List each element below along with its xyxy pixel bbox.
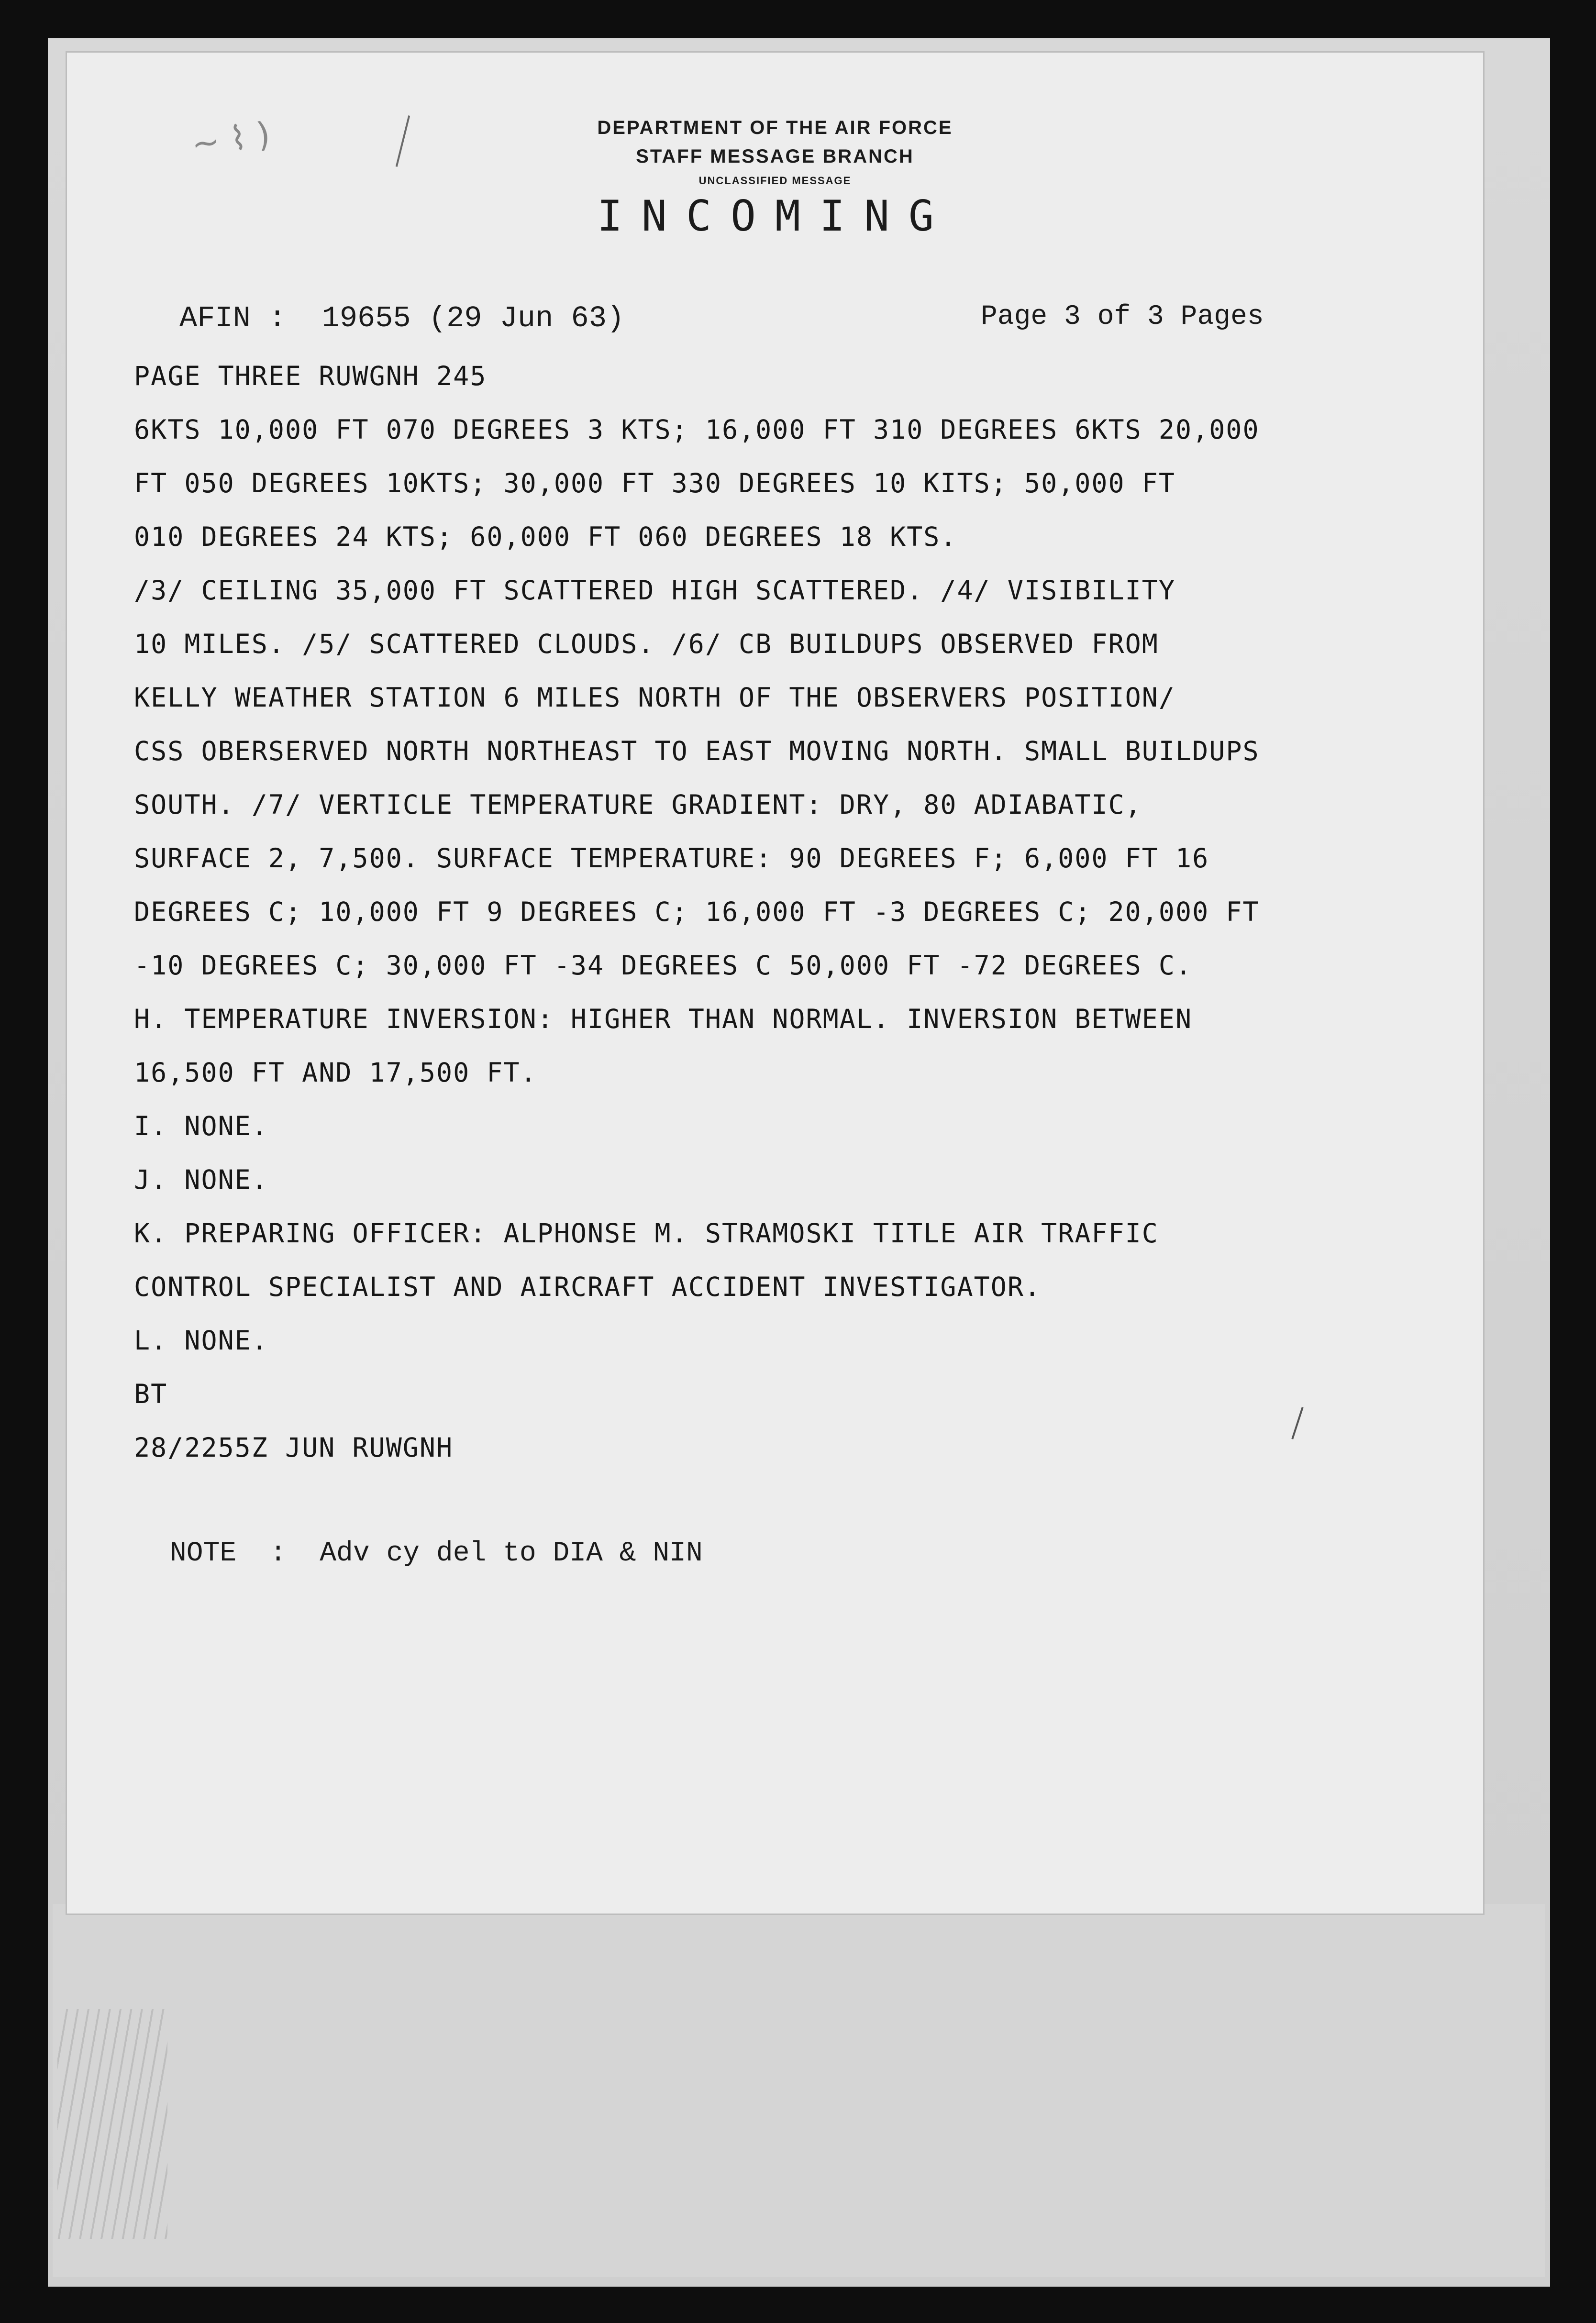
afin-number: AFIN : 19655 (29 Jun 63) (179, 301, 625, 335)
backing-sheet-lower (53, 1904, 1545, 2277)
classification-label: UNCLASSIFIED MESSAGE (698, 175, 852, 187)
delivery-note: NOTE : Adv cy del to DIA & NIN (170, 1538, 703, 1569)
department-heading: DEPARTMENT OF THE AIR FORCE (597, 117, 953, 138)
message-line: 16,500 FT AND 17,500 FT. (134, 1057, 537, 1088)
message-line: -10 DEGREES C; 30,000 FT -34 DEGREES C 50,000 FT -72 DEGREES C. (134, 950, 1193, 981)
message-line: FT 050 DEGREES 10KTS; 30,000 FT 330 DEGREES 10 KITS; 50,000 FT (134, 468, 1175, 498)
message-line: SURFACE 2, 7,500. SURFACE TEMPERATURE: 90 DEGREES F; 6,000 FT 16 (134, 843, 1209, 874)
message-line: K. PREPARING OFFICER: ALPHONSE M. STRAMOSKI TITLE AIR TRAFFIC (134, 1218, 1159, 1249)
message-line: H. TEMPERATURE INVERSION: HIGHER THAN NORMAL. INVERSION BETWEEN (134, 1004, 1193, 1034)
message-line: L. NONE. (134, 1325, 268, 1356)
message-line: I. NONE. (134, 1111, 268, 1141)
corner-scribble-icon: ~ ⌇ ) (189, 114, 273, 165)
message-line: CONTROL SPECIALIST AND AIRCRAFT ACCIDENT INVESTIGATOR. (134, 1272, 1042, 1302)
message-line: 010 DEGREES 24 KTS; 60,000 FT 060 DEGREES 18 KTS. (134, 521, 957, 552)
message-line: J. NONE. (134, 1164, 268, 1195)
message-line: SOUTH. /7/ VERTICLE TEMPERATURE GRADIENT: DRY, 80 ADIABATIC, (134, 789, 1142, 820)
message-line: PAGE THREE RUWGNH 245 (134, 361, 487, 391)
page-count: Page 3 of 3 Pages (981, 301, 1264, 332)
message-line: DEGREES C; 10,000 FT 9 DEGREES C; 16,000 FT -3 DEGREES C; 20,000 FT (134, 896, 1260, 927)
handwritten-scribble (57, 2009, 167, 2239)
message-paper (67, 53, 1483, 1914)
message-line: 6KTS 10,000 FT 070 DEGREES 3 KTS; 16,000 FT 310 DEGREES 6KTS 20,000 (134, 414, 1260, 445)
branch-heading: STAFF MESSAGE BRANCH (636, 146, 914, 167)
message-line: CSS OBERSERVED NORTH NORTHEAST TO EAST MOVING NORTH. SMALL BUILDUPS (134, 736, 1260, 766)
pen-tick-mark-lower (1291, 1407, 1303, 1439)
message-line: 10 MILES. /5/ SCATTERED CLOUDS. /6/ CB BUILDUPS OBSERVED FROM (134, 629, 1159, 659)
message-line: /3/ CEILING 35,000 FT SCATTERED HIGH SCATTERED. /4/ VISIBILITY (134, 575, 1175, 606)
message-type-title: INCOMING (597, 191, 953, 241)
message-line: BT (134, 1379, 168, 1409)
message-line: 28/2255Z JUN RUWGNH (134, 1432, 454, 1463)
message-body (134, 349, 1260, 1474)
message-line: KELLY WEATHER STATION 6 MILES NORTH OF THE OBSERVERS POSITION/ (134, 682, 1175, 713)
